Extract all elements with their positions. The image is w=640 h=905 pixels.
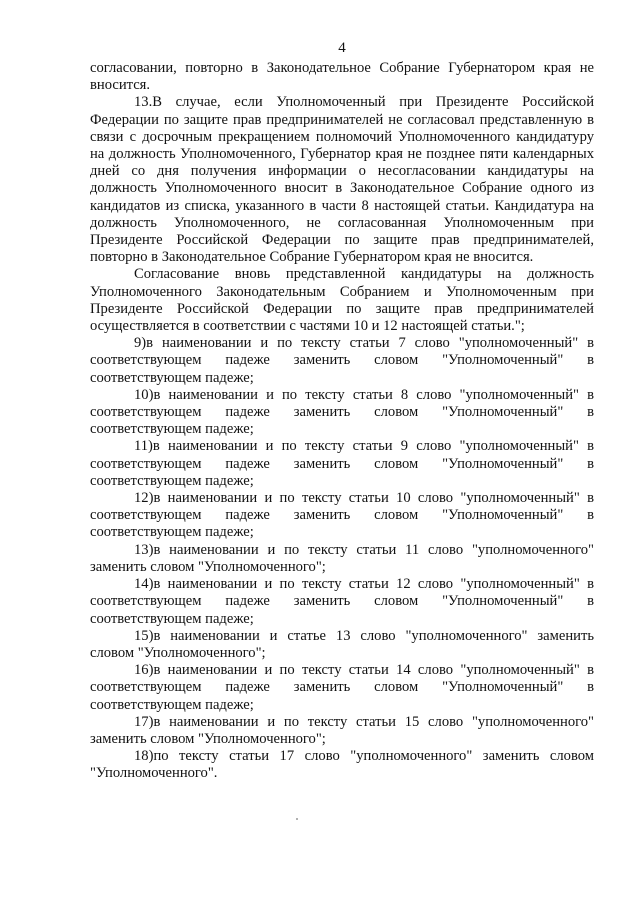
list-item-10: 10)в наименовании и по тексту статьи 8 слово "уполномоченный" в соответствующем падеже заменить словом "Уполномоченный" в соответствующем падеже; [90, 386, 594, 438]
paragraph-agreement: Согласование вновь представленной кандидатуры на должность Уполномоченного Законодательным Собранием и Уполномоченным при Президенте Российской Федерации по защите прав предпринимателей осуществляется в соответствии с частями 10 и 12 настоящей статьи."; [90, 266, 594, 335]
list-item-16: 16)в наименовании и по тексту статьи 14 слово "уполномоченный" в соответствующем падеже заменить словом "Уполномоченный" в соответствующем падеже; [90, 662, 594, 713]
list-item-13: 13)в наименовании и по тексту статьи 11 слово "уполномоченного" заменить словом "Уполномоченного"; [90, 541, 594, 575]
page-number: 4 [338, 40, 346, 56]
list-item-18: 18)по тексту статьи 17 слово "уполномоченного" заменить словом "Уполномоченного". [90, 748, 594, 782]
list-item-11: 11)в наименовании и по тексту статьи 9 слово "уполномоченный" в соответствующем падеже заменить словом "Уполномоченный" в соответствующем падеже; [90, 438, 594, 489]
paragraph-part-13: 13.В случае, если Уполномоченный при Президенте Российской Федерации по защите прав предпринимателей не согласовал представленную в связи с досрочным прекращением полномочий Уполномоченного кандидатуру на должность Уполномоченного, Губернатор края не позднее пяти календарных дней со дня получения информации о несогласовании кандидатуры на должность Уполномоченного вносит в Законодательное Собрание одного из кандидатов из списка, указанного в части 8 настоящей статьи. Кандидатура на должность Уполномоченного, не согласованная Уполномоченным при Президенте Российской Федерации по защите прав предпринимателей, повторно в Законодательное Собрание Губернатором края не вносится. [90, 94, 594, 266]
list-item-15: 15)в наименовании и статье 13 слово "уполномоченного" заменить словом "Уполномоченного"; [90, 627, 594, 661]
paragraph-continuation: согласовании, повторно в Законодательное Собрание Губернатором края не вносится. [90, 60, 594, 94]
list-item-14: 14)в наименовании и по тексту статьи 12 слово "уполномоченный" в соответствующем падеже заменить словом "Уполномоченный" в соответствующем падеже; [90, 576, 594, 627]
list-item-17: 17)в наименовании и по тексту статьи 15 слово "уполномоченного" заменить словом "Уполномоченного"; [90, 713, 594, 747]
scan-speck [296, 818, 298, 820]
list-item-12: 12)в наименовании и по тексту статьи 10 слово "уполномоченный" в соответствующем падеже заменить словом "Уполномоченный" в соответствующем падеже; [90, 490, 594, 541]
list-item-9: 9)в наименовании и по тексту статьи 7 слово "уполномоченный" в соответствующем падеже заменить словом "Уполномоченный" в соответствующем падеже; [90, 335, 594, 386]
